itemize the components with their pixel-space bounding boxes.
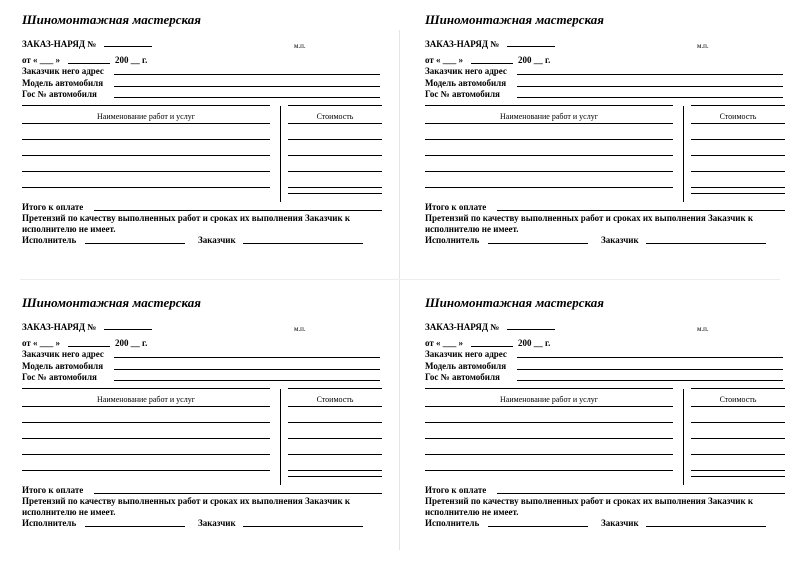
cost-top-line <box>288 388 382 389</box>
cost-row-line[interactable] <box>691 187 785 188</box>
stamp-label: м.п. <box>697 42 709 50</box>
cost-row-line[interactable] <box>288 422 382 423</box>
plate-number-field[interactable] <box>114 380 380 381</box>
works-column-header: Наименование работ и услуг <box>500 112 598 121</box>
plate-number-field[interactable] <box>517 97 783 98</box>
total-label: Итого к оплате <box>22 485 84 495</box>
customer-signature-label: Заказчик <box>198 235 236 245</box>
cost-row-line[interactable] <box>288 454 382 455</box>
works-column-header: Наименование работ и услуг <box>97 112 195 121</box>
works-row-line[interactable] <box>425 171 673 172</box>
cost-row-line[interactable] <box>288 123 382 124</box>
cost-row-line[interactable] <box>288 438 382 439</box>
works-row-line[interactable] <box>425 454 673 455</box>
customer-signature-field[interactable] <box>646 243 766 244</box>
plate-number-field[interactable] <box>517 380 783 381</box>
works-top-line <box>425 105 673 106</box>
car-model-field[interactable] <box>114 86 380 87</box>
cost-row-line[interactable] <box>288 171 382 172</box>
order-number-label: ЗАКАЗ-НАРЯД № <box>425 39 500 49</box>
table-column-separator <box>280 106 281 202</box>
date-prefix: от « ___ » <box>22 55 61 65</box>
works-row-line[interactable] <box>22 123 270 124</box>
claims-text-line1: Претензий по качеству выполненных работ и сроках их выполнения Заказчик к <box>425 213 754 223</box>
works-top-line <box>22 105 270 106</box>
date-prefix: от « ___ » <box>425 55 464 65</box>
date-month-field[interactable] <box>471 346 513 347</box>
customer-signature-field[interactable] <box>243 243 363 244</box>
total-label: Итого к оплате <box>425 485 487 495</box>
customer-address-label: Заказчик него адрес <box>22 66 104 76</box>
customer-address-field[interactable] <box>114 357 380 358</box>
cost-row-line[interactable] <box>288 406 382 407</box>
cost-row-line[interactable] <box>288 470 382 471</box>
works-row-line[interactable] <box>425 123 673 124</box>
car-model-field[interactable] <box>114 369 380 370</box>
works-row-line[interactable] <box>22 406 270 407</box>
works-row-line[interactable] <box>22 438 270 439</box>
claims-text-line1: Претензий по качеству выполненных работ и сроках их выполнения Заказчик к <box>22 496 351 506</box>
date-year: 200 __ г. <box>115 55 148 65</box>
date-month-field[interactable] <box>471 63 513 64</box>
executor-signature-field[interactable] <box>488 526 588 527</box>
works-column-header: Наименование работ и услуг <box>500 395 598 404</box>
cost-row-line[interactable] <box>288 139 382 140</box>
works-top-line <box>22 388 270 389</box>
plate-number-field[interactable] <box>114 97 380 98</box>
plate-number-label: Гос № автомобиля <box>22 372 97 382</box>
order-number-label: ЗАКАЗ-НАРЯД № <box>22 39 97 49</box>
date-year: 200 __ г. <box>518 338 551 348</box>
order-form <box>22 295 384 530</box>
date-month-field[interactable] <box>68 346 110 347</box>
cost-row-line[interactable] <box>691 422 785 423</box>
order-form <box>425 295 787 530</box>
order-number-label: ЗАКАЗ-НАРЯД № <box>425 322 500 332</box>
plate-number-label: Гос № автомобиля <box>22 89 97 99</box>
car-model-field[interactable] <box>517 86 783 87</box>
cost-top-line <box>691 105 785 106</box>
shop-title: Шиномонтажная мастерская <box>425 12 604 27</box>
works-row-line[interactable] <box>425 406 673 407</box>
executor-label: Исполнитель <box>22 235 77 245</box>
order-number-field[interactable] <box>104 46 152 47</box>
works-column-header: Наименование работ и услуг <box>97 395 195 404</box>
total-label: Итого к оплате <box>22 202 84 212</box>
cost-column-header: Стоимость <box>719 112 757 121</box>
cost-bottom-line <box>288 476 382 477</box>
date-prefix: от « ___ » <box>425 338 464 348</box>
works-row-line[interactable] <box>425 422 673 423</box>
executor-signature-field[interactable] <box>85 526 185 527</box>
table-column-separator <box>683 389 684 485</box>
works-row-line[interactable] <box>425 139 673 140</box>
cost-bottom-line <box>288 193 382 194</box>
order-number-label: ЗАКАЗ-НАРЯД № <box>22 322 97 332</box>
claims-text-line2: исполнителю не имеет. <box>425 507 519 517</box>
works-row-line[interactable] <box>22 171 270 172</box>
customer-address-label: Заказчик него адрес <box>425 349 507 359</box>
cost-column-header: Стоимость <box>316 112 354 121</box>
cost-column-header: Стоимость <box>719 395 757 404</box>
works-row-line[interactable] <box>425 187 673 188</box>
works-row-line[interactable] <box>22 454 270 455</box>
claims-text-line2: исполнителю не имеет. <box>425 224 519 234</box>
car-model-label: Модель автомобиля <box>22 361 104 371</box>
works-row-line[interactable] <box>425 470 673 471</box>
date-month-field[interactable] <box>68 63 110 64</box>
total-field[interactable] <box>497 493 785 494</box>
works-row-line[interactable] <box>22 470 270 471</box>
customer-signature-field[interactable] <box>243 526 363 527</box>
total-label: Итого к оплате <box>425 202 487 212</box>
order-form <box>425 12 787 247</box>
order-number-field[interactable] <box>507 46 555 47</box>
customer-address-field[interactable] <box>517 74 783 75</box>
cost-row-line[interactable] <box>288 155 382 156</box>
executor-label: Исполнитель <box>22 518 77 528</box>
executor-label: Исполнитель <box>425 518 480 528</box>
customer-signature-label: Заказчик <box>601 235 639 245</box>
date-year: 200 __ г. <box>518 55 551 65</box>
stamp-label: м.п. <box>697 325 709 333</box>
cost-row-line[interactable] <box>691 155 785 156</box>
order-form <box>22 12 384 247</box>
shop-title: Шиномонтажная мастерская <box>425 295 604 310</box>
date-prefix: от « ___ » <box>22 338 61 348</box>
total-field[interactable] <box>94 493 382 494</box>
cost-top-line <box>691 388 785 389</box>
car-model-field[interactable] <box>517 369 783 370</box>
claims-text-line1: Претензий по качеству выполненных работ и сроках их выполнения Заказчик к <box>22 213 351 223</box>
claims-text-line2: исполнителю не имеет. <box>22 507 116 517</box>
customer-signature-label: Заказчик <box>601 518 639 528</box>
table-column-separator <box>683 106 684 202</box>
cost-top-line <box>288 105 382 106</box>
stamp-label: м.п. <box>294 42 306 50</box>
cost-row-line[interactable] <box>691 139 785 140</box>
cost-row-line[interactable] <box>691 406 785 407</box>
plate-number-label: Гос № автомобиля <box>425 89 500 99</box>
executor-signature-field[interactable] <box>85 243 185 244</box>
cost-row-line[interactable] <box>288 187 382 188</box>
cost-bottom-line <box>691 476 785 477</box>
horizontal-cut-line <box>20 279 780 280</box>
works-top-line <box>425 388 673 389</box>
total-field[interactable] <box>94 210 382 211</box>
customer-signature-field[interactable] <box>646 526 766 527</box>
works-row-line[interactable] <box>425 155 673 156</box>
shop-title: Шиномонтажная мастерская <box>22 12 201 27</box>
plate-number-label: Гос № автомобиля <box>425 372 500 382</box>
cost-row-line[interactable] <box>691 171 785 172</box>
works-row-line[interactable] <box>22 187 270 188</box>
claims-text-line1: Претензий по качеству выполненных работ и сроках их выполнения Заказчик к <box>425 496 754 506</box>
order-number-field[interactable] <box>507 329 555 330</box>
cost-row-line[interactable] <box>691 454 785 455</box>
works-row-line[interactable] <box>425 438 673 439</box>
customer-signature-label: Заказчик <box>198 518 236 528</box>
customer-address-label: Заказчик него адрес <box>22 349 104 359</box>
cost-column-header: Стоимость <box>316 395 354 404</box>
customer-address-label: Заказчик него адрес <box>425 66 507 76</box>
order-number-field[interactable] <box>104 329 152 330</box>
vertical-cut-line <box>399 30 400 550</box>
cost-row-line[interactable] <box>691 470 785 471</box>
cost-row-line[interactable] <box>691 123 785 124</box>
executor-label: Исполнитель <box>425 235 480 245</box>
car-model-label: Модель автомобиля <box>425 361 507 371</box>
cost-row-line[interactable] <box>691 438 785 439</box>
shop-title: Шиномонтажная мастерская <box>22 295 201 310</box>
car-model-label: Модель автомобиля <box>425 78 507 88</box>
works-row-line[interactable] <box>22 155 270 156</box>
date-year: 200 __ г. <box>115 338 148 348</box>
table-column-separator <box>280 389 281 485</box>
works-row-line[interactable] <box>22 422 270 423</box>
claims-text-line2: исполнителю не имеет. <box>22 224 116 234</box>
customer-address-field[interactable] <box>114 74 380 75</box>
stamp-label: м.п. <box>294 325 306 333</box>
total-field[interactable] <box>497 210 785 211</box>
customer-address-field[interactable] <box>517 357 783 358</box>
cost-bottom-line <box>691 193 785 194</box>
car-model-label: Модель автомобиля <box>22 78 104 88</box>
executor-signature-field[interactable] <box>488 243 588 244</box>
works-row-line[interactable] <box>22 139 270 140</box>
